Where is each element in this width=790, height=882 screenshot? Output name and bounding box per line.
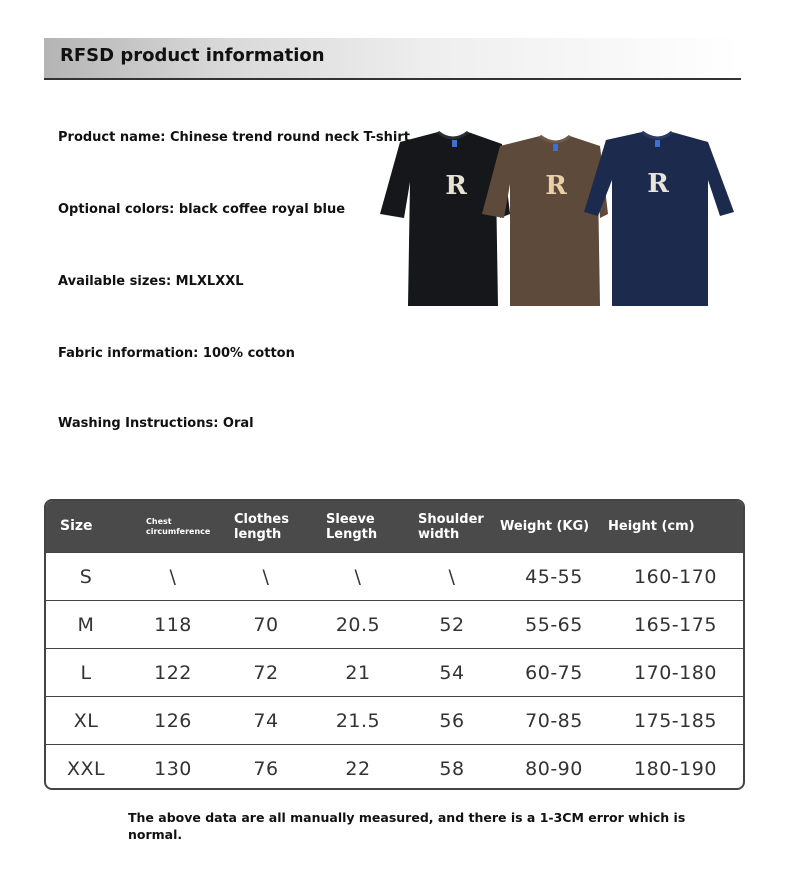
height-cell: 180-190 [634,757,717,780]
weight-cell: 45-55 [525,565,583,588]
available-sizes-text: Available sizes: MLXLXXL [58,274,244,289]
chest-cell: 126 [154,709,192,732]
table-row [46,696,743,744]
product-image [378,128,738,314]
tshirt-royal-blue [584,132,734,306]
sleeve-length-cell: 20.5 [335,613,381,636]
optional-colors-text: Optional colors: black coffee royal blue [58,202,346,217]
table-header-row [46,501,743,552]
shoulder-width-cell: 54 [439,661,465,684]
chest-cell: \ [169,565,177,588]
clothes-length-cell: 72 [253,661,279,684]
chest-cell: 130 [154,757,192,780]
header-weight: Weight (KG) [500,519,590,534]
product-name-text: Product name: Chinese trend round neck T-shirt [58,130,410,145]
fabric-info-text: Fabric information: 100% cotton [58,346,295,361]
header-shoulder-width: Shoulder width [418,511,484,542]
tshirt-coffee [482,136,608,306]
clothes-length-cell: 70 [253,613,279,636]
shoulder-width-cell: 52 [439,613,465,636]
table-row [46,744,743,790]
measurement-footnote: The above data are all manually measured, and there is a 1-3CM error which is normal. [128,810,686,842]
table-row [46,552,743,600]
shoulder-width-cell: 56 [439,709,465,732]
tshirt-black [380,132,510,306]
page-title: RFSD product information [60,45,325,66]
weight-cell: 55-65 [525,613,583,636]
clothes-length-cell: 74 [253,709,279,732]
clothes-length-cell: 76 [253,757,279,780]
sleeve-length-cell: \ [354,565,362,588]
logo-letter-black: R [445,171,467,201]
size-cell: L [80,661,92,684]
header-sleeve-length: Sleeve Length [326,511,378,542]
sleeve-length-cell: 22 [345,757,371,780]
shoulder-width-cell: 58 [439,757,465,780]
height-cell: 165-175 [634,613,717,636]
washing-instructions-text: Washing Instructions: Oral [58,416,254,431]
header-chest: Chest circumference [146,516,211,536]
size-cell: S [79,565,93,588]
table-row [46,648,743,696]
weight-cell: 60-75 [525,661,583,684]
header-clothes-length: Clothes length [234,511,289,542]
height-cell: 170-180 [634,661,717,684]
size-cell: M [77,613,95,636]
sleeve-length-cell: 21.5 [335,709,381,732]
header-size: Size [60,518,93,534]
size-cell: XL [73,709,99,732]
chest-cell: 122 [154,661,192,684]
clothes-length-cell: \ [262,565,270,588]
table-row [46,600,743,648]
sleeve-length-cell: 21 [345,661,371,684]
header-height: Height (cm) [608,519,695,534]
size-chart-table [44,499,745,790]
section-header [44,38,741,80]
logo-letter-coffee: R [545,171,567,201]
shoulder-width-cell: \ [448,565,456,588]
logo-letter-blue: R [647,169,669,199]
weight-cell: 70-85 [525,709,583,732]
size-cell: XXL [66,757,106,780]
weight-cell: 80-90 [525,757,583,780]
chest-cell: 118 [154,613,192,636]
height-cell: 175-185 [634,709,717,732]
height-cell: 160-170 [634,565,717,588]
